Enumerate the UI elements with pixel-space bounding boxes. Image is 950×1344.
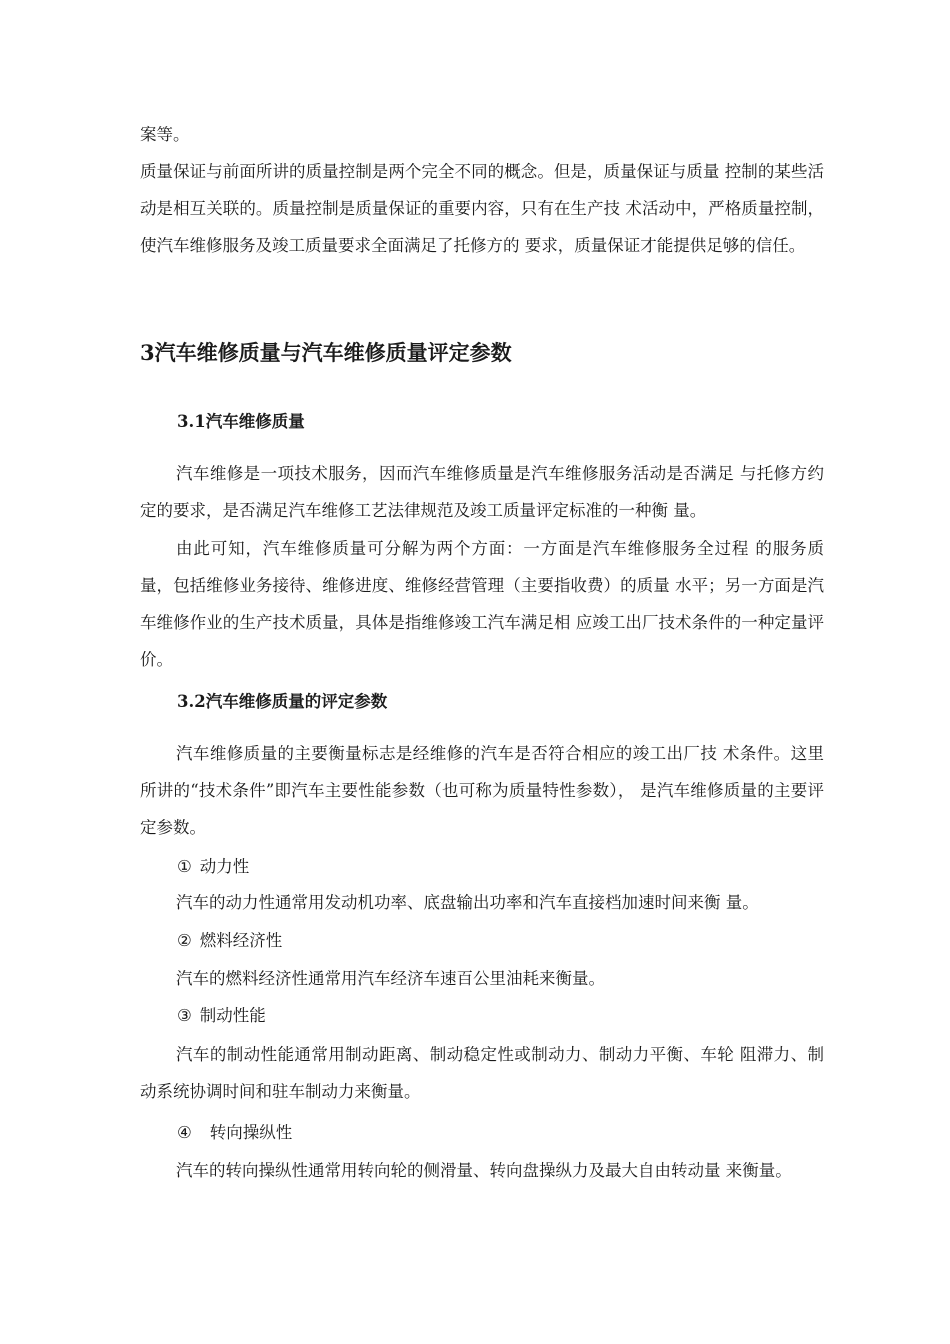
paragraph-fuel-economy: 汽车的燃料经济性通常用汽车经济车速百公里油耗来衡量。 (176, 969, 605, 988)
paragraph-quality-aspects: 由此可知，汽车维修质量可分解为两个方面：一方面是汽车维修服务全过程 的服务质量，包括维修业务接待、维修进度、维修经营管理（主要指收费）的质量 水平；另一方面是汽车维修作业的生产技术质量，具体是指维修竣工汽车满足相 应竣工出厂技术条件的一种定量评价。 (140, 539, 824, 669)
paragraph-maintenance-quality: 汽车维修是一项技术服务，因而汽车维修质量是汽车维修服务活动是否满足 与托修方约定的要求，是否满足汽车维修工艺法律规范及竣工质量评定标准的一种衡 量。 (140, 464, 824, 520)
paragraph-braking: 汽车的制动性能通常用制动距离、制动稳定性或制动力、制动力平衡、车轮 阻滞力、制动系统协调时间和驻车制动力来衡量。 (140, 1045, 824, 1101)
item-number: ① (177, 857, 192, 876)
paragraph-continuation: 案等。 (140, 125, 190, 144)
subsection-heading-3-1: 3.1汽车维修质量 (177, 412, 305, 431)
item-label: 燃料经济性 (199, 931, 283, 950)
section-heading-3: 3汽车维修质量与汽车维修质量评定参数 (140, 340, 512, 365)
paragraph-evaluation-parameters: 汽车维修质量的主要衡量标志是经维修的汽车是否符合相应的竣工出厂技 术条件。这里所讲的“技术条件”即汽车主要性能参数（也可称为质量特性参数）， 是汽车维修质量的主要评定参数。 (140, 744, 824, 837)
list-item-power (177, 852, 249, 882)
item-label: 动力性 (199, 857, 250, 876)
subsection-heading-3-2: 3.2汽车维修质量的评定参数 (177, 692, 388, 711)
list-item-steering (177, 1118, 292, 1148)
list-item-braking (177, 1001, 266, 1031)
paragraph-quality-assurance: 质量保证与前面所讲的质量控制是两个完全不同的概念。但是，质量保证与质量 控制的某些活动是相互关联的。质量控制是质量保证的重要内容，只有在生产技 术活动中，严格质量控制，使汽车维修服务及竣工质量要求全面满足了托修方的 要求，质量保证才能提供足够的信任。 (140, 162, 824, 255)
list-item-fuel-economy (177, 926, 282, 956)
item-label: 转向操纵性 (209, 1123, 293, 1142)
paragraph-steering: 汽车的转向操纵性通常用转向轮的侧滑量、转向盘操纵力及最大自由转动量 来衡量。 (176, 1161, 792, 1180)
paragraph-power: 汽车的动力性通常用发动机功率、底盘输出功率和汽车直接档加速时间来衡 量。 (176, 893, 759, 912)
item-number: ② (177, 931, 192, 950)
item-label: 制动性能 (199, 1006, 266, 1025)
item-number: ③ (177, 1006, 192, 1025)
item-number: ④ (177, 1123, 192, 1142)
